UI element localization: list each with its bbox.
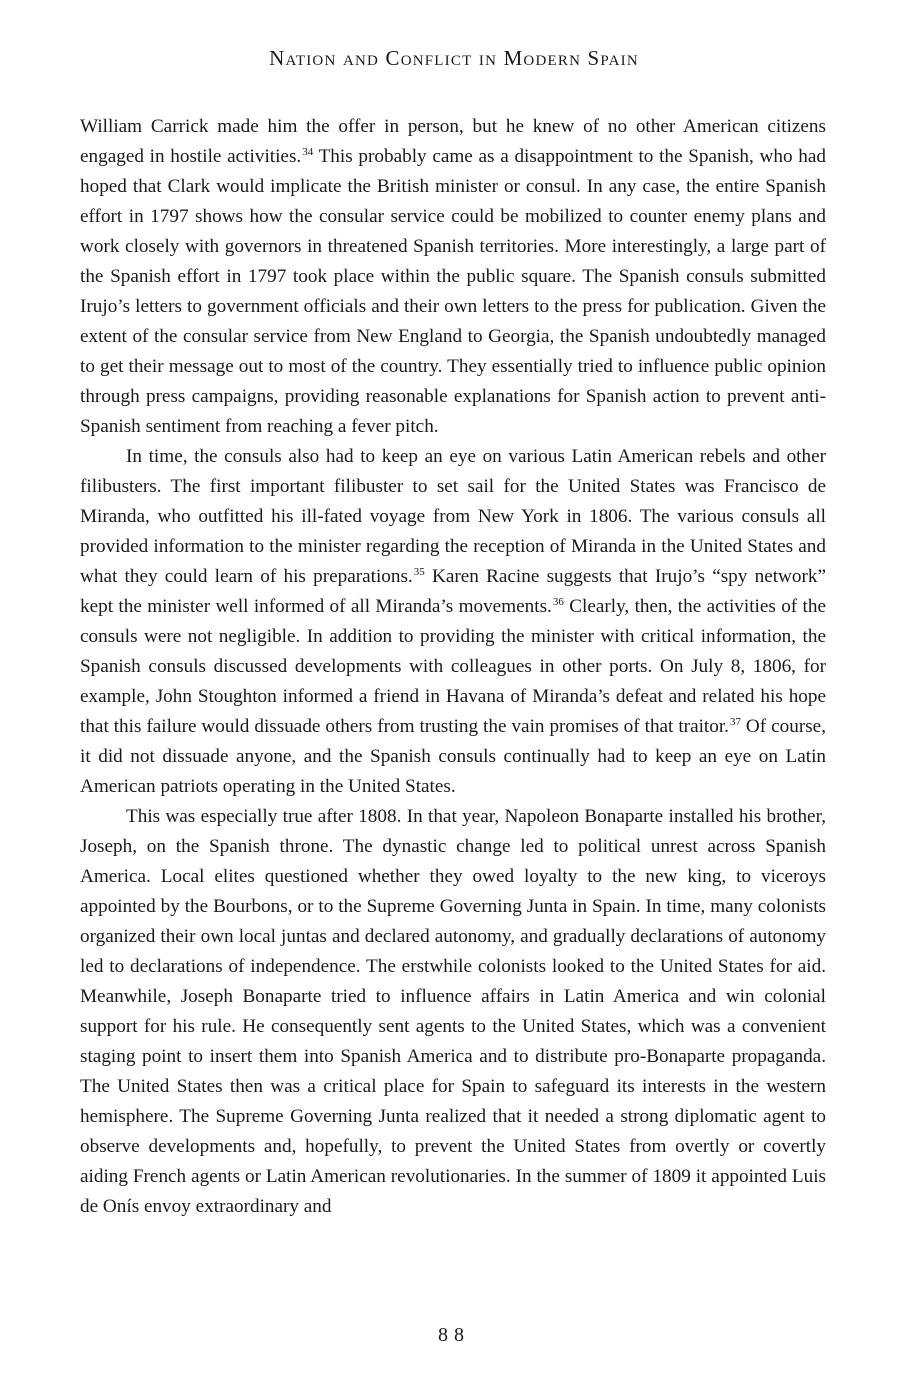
page-number: 88 <box>438 1324 470 1346</box>
p3-text-1: This was especially true after 1808. In that year, Napoleon Bonaparte installed his brother, Joseph, on the Spanish throne. The dynastic change led to political unrest across Spanish America. Local elites questioned whether they owed loyalty to the new king, to viceroys appointed by the Bourbons, or to the Supreme Governing Junta in Spain. In time, many colonists organized their own local juntas and declared autonomy, and gradually declarations of autonomy led to declarations of independence. The erstwhile colonists looked to the United States for aid. Meanwhile, Joseph Bonaparte tried to influence affairs in Latin America and win colonial support for his rule. He consequently sent agents to the United States, which was a convenient staging point to insert them into Spanish America and to distribute pro-Bonaparte propaganda. The United States then was a critical place for Spain to safeguard its interests in the western hemisphere. The Supreme Governing Junta realized that it needed a strong diplomatic agent to observe developments and, hopefully, to prevent the United States from overtly or covertly aiding French agents or Latin American revolutionaries. In the summer of 1809 it appointed Luis de Onís envoy extraordinary and <box>80 806 826 1217</box>
running-head: Nation and Conflict in Modern Spain <box>269 46 639 70</box>
paragraph-3 <box>80 802 826 1222</box>
p1-text-1: William Carrick made him the offer in person, but he knew of no other American citizens engaged in hostile activities. <box>80 116 826 167</box>
footnote-ref-37[interactable]: 37 <box>729 716 741 728</box>
footnote-ref-34[interactable]: 34 <box>302 146 314 158</box>
p1-text-2: This probably came as a disappointment to the Spanish, who had hoped that Clark would implicate the British minister or consul. In any case, the entire Spanish effort in 1797 shows how the consular service could be mobilized to counter enemy plans and work closely with governors in threatened Spanish territories. More interestingly, a large part of the Spanish effort in 1797 took place within the public square. The Spanish consuls submitted Irujo’s letters to government officials and their own letters to the press for publication. Given the extent of the consular service from New England to Georgia, the Spanish undoubtedly managed to get their message out to most of the country. They essentially tried to influence public opinion through press campaigns, providing reasonable explanations for Spanish action to prevent anti-Spanish sentiment from reaching a fever pitch. <box>80 146 826 437</box>
p2-text-1: In time, the consuls also had to keep an eye on various Latin American rebels and other filibusters. The first important filibuster to set sail for the United States was Francisco de Miranda, who outfitted his ill-fated voyage from New York in 1806. The various consuls all provided information to the minister regarding the reception of Miranda in the United States and what they could learn of his preparations. <box>80 446 826 587</box>
footnote-ref-35[interactable]: 35 <box>413 566 425 578</box>
p2-text-4: Of course, it did not dissuade anyone, and the Spanish consuls continually had to keep an eye on Latin American patriots operating in the United States. <box>80 716 826 797</box>
paragraph-1 <box>80 112 826 442</box>
footnote-ref-36[interactable]: 36 <box>552 596 564 608</box>
paragraph-2 <box>80 442 826 802</box>
p2-text-3: Clearly, then, the activities of the consuls were not negligible. In addition to providing the minister with critical information, the Spanish consuls discussed developments with colleagues in other ports. On July 8, 1806, for example, John Stoughton informed a friend in Havana of Miranda’s defeat and related his hope that this failure would dissuade others from trusting the vain promises of that traitor. <box>80 596 826 737</box>
p2-text-2: Karen Racine suggests that Irujo’s “spy network” kept the minister well informed of all Miranda’s movements. <box>80 566 826 617</box>
body-text <box>80 112 826 1222</box>
